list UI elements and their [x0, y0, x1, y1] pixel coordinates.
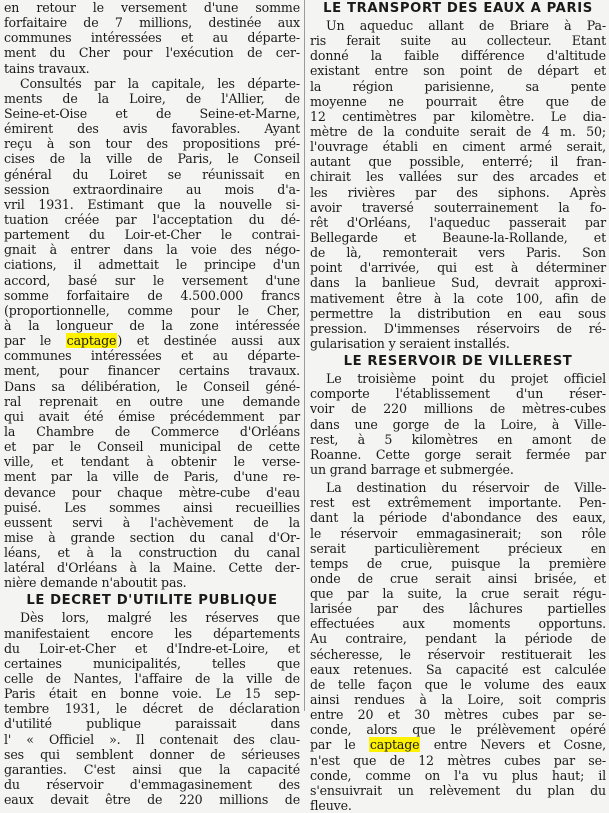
- highlighted-word: captage: [369, 737, 420, 753]
- text-line: Le troisième point du projet officiel: [326, 371, 606, 387]
- text-line: eussent servi à l'achèvement de la: [4, 514, 300, 530]
- text-line: celle de Nantes, l'affaire de la ville de: [4, 671, 300, 687]
- text-line-highlighted: [4, 333, 300, 348]
- text-line: reçu à son tour des propositions pré-: [4, 136, 300, 152]
- text-line: qui avait été émise précédemment par: [4, 408, 300, 424]
- text-line: chirait les vallées sur des arcades et: [310, 169, 606, 185]
- text-line: entre 20 et 30 mètres cubes par se-: [310, 707, 606, 723]
- text-line: eaux devait être de 220 millions de: [4, 792, 300, 808]
- text-line: Paris était en bonne voie. Le 15 sep-: [4, 686, 300, 702]
- text-line: le réservoir emmagasinerait; son rôle: [310, 525, 606, 541]
- text-line: mise à grande section du canal d'Or-: [4, 529, 300, 545]
- text-line: serait particulièrement précieux en: [310, 540, 606, 556]
- text-line: session extraordinaire au mois d'a-: [4, 181, 300, 197]
- text-line: rest est extrêmement importante. Pen-: [310, 495, 606, 511]
- text-line: forfaitaire de 7 millions, destinée aux: [4, 15, 300, 31]
- text-line: Consultés par la capitale, les départe-: [20, 75, 300, 91]
- text-line: rest, à 5 kilomètres en amont de: [310, 431, 606, 447]
- text-line: la région parisienne, sa pente: [310, 78, 606, 94]
- text-line: cises de la ville de Paris, le Conseil: [4, 151, 300, 167]
- text-line: émirent des avis favorables. Ayant: [4, 121, 300, 137]
- right-column: [310, 0, 606, 813]
- text-line: mativement être à la cote 100, afin de: [310, 290, 606, 306]
- text-line: onde de crue serait ainsi brisée, et: [310, 570, 606, 586]
- line-text-before: par le: [310, 737, 369, 753]
- highlighted-word: captage: [66, 333, 117, 349]
- paragraph: [310, 480, 606, 737]
- text-line: garanties. C'est ainsi que la capacité: [4, 761, 300, 777]
- text-line: latéral d'Orléans à la Maine. Cette der-: [4, 560, 300, 576]
- line-text-after: entre Nevers et Cosne,: [420, 737, 606, 753]
- text-line: existant entre son point de départ et: [310, 63, 606, 79]
- text-line: manifestaient encore les départements: [4, 625, 300, 641]
- text-line: (proportionnelle, comme pour le Cher,: [4, 302, 300, 318]
- text-line: ment par la ville de Paris, d'une re-: [4, 469, 300, 485]
- text-line: ment du Cher pour l'exécution de cer-: [4, 45, 300, 61]
- text-line: vril 1931. Estimant que la nouvelle si-: [4, 196, 300, 212]
- text-line: puisé. Les sommes ainsi recueillies: [4, 499, 300, 515]
- paragraph: [4, 0, 300, 76]
- text-line: ris ferait suite au collecteur. Etant: [310, 33, 606, 49]
- text-line: communes intéressées et au départe-: [4, 30, 300, 46]
- text-line: permettre la distribution en eau sous: [310, 305, 606, 321]
- text-line: eaux retenues. Sa capacité est calculée: [310, 661, 606, 677]
- text-line: ses qui semblent donner de sérieuses: [4, 746, 300, 762]
- line-text-before: par le: [4, 333, 66, 349]
- text-line: accord, basé sur le versement d'une: [4, 272, 300, 288]
- text-line: comporte l'établissement d'un réser-: [310, 386, 606, 402]
- text-line: sécheresse, le réservoir restituerait les: [310, 646, 606, 662]
- text-line: de telle façon que le volume des eaux: [310, 676, 606, 692]
- text-line: la Chambre de Commerce d'Orléans: [4, 423, 300, 439]
- column-divider: [304, 0, 305, 711]
- text-line: gularisation y seraient installés.: [310, 335, 510, 351]
- text-line: dans une gorge de la Loire, à Ville-: [310, 416, 606, 432]
- text-line: d'utilité publique paraissait dans: [4, 716, 300, 732]
- text-line: somme forfaitaire de 4.500.000 francs: [4, 287, 300, 303]
- text-line: voir de 220 millions de mètres-cubes: [310, 401, 606, 417]
- text-line: ments de la Loire, de l'Allier, de: [4, 90, 300, 106]
- text-line: certaines municipalités, telles que: [4, 655, 300, 671]
- text-line: tains travaux.: [4, 60, 90, 76]
- text-line: et par le Conseil municipal de cette: [4, 439, 300, 455]
- section-heading: LE DECRET D'UTILITE PUBLIQUE: [26, 593, 278, 609]
- text-line: larisée par des lâchures partielles: [310, 601, 606, 617]
- text-line: général du Loiret se réunissait en: [4, 166, 300, 182]
- text-line: rêt d'Orléans, l'aqueduc passerait par: [310, 214, 606, 230]
- text-line: dans la banlieue Sud, devrait approxi-: [310, 275, 606, 291]
- text-line: mètre de la conduite serait de 4 m. 50;: [310, 123, 606, 139]
- text-line: ville, et tendant à obtenir le verse-: [4, 454, 300, 470]
- text-line: 12 centimètres par kilomètre. Le dia-: [310, 108, 606, 124]
- text-line: l' « Officiel ». Il contenait des clau-: [4, 731, 300, 747]
- text-line: en retour le versement d'une somme: [4, 0, 300, 15]
- text-line: communes intéressées et au départe-: [4, 348, 300, 364]
- text-line: La destination du réservoir de Ville-: [326, 480, 606, 496]
- text-line: devance pour chaque mètre-cube d'eau: [4, 484, 300, 500]
- text-line: léans, et à la construction du canal: [4, 545, 300, 561]
- line-text-after: ) et destinée aussi aux: [117, 333, 300, 349]
- text-line-highlighted: [310, 737, 606, 752]
- text-line: moyenne ne pourrait être que de: [310, 93, 606, 109]
- text-line: ral reprenait en outre une demande: [4, 393, 300, 409]
- text-line: Au contraire, pendant la période de: [310, 631, 606, 647]
- text-line: Bellegarde et Beaune-la-Rollande, et: [310, 229, 606, 245]
- text-line: point d'arrivée, qui est à déterminer: [310, 260, 606, 276]
- text-line: Dans sa délibération, le Conseil géné-: [4, 378, 300, 394]
- text-line: les rivières par des siphons. Après: [310, 184, 606, 200]
- text-line: conde, comme on l'a vu plus haut; il: [310, 767, 606, 783]
- text-line: dant la période d'abondance des eaux,: [310, 510, 606, 526]
- text-line: ainsi rendues à la Loire, soit compris: [310, 692, 606, 708]
- text-line: ment, pour financer certains travaux.: [4, 363, 300, 379]
- text-line: temps de crue, puisque la première: [310, 555, 606, 571]
- paragraph: [310, 18, 606, 351]
- text-line: à la longueur de la zone intéressée: [4, 317, 300, 333]
- text-line: Dès lors, malgré les réserves que: [20, 610, 300, 626]
- text-line: Roanne. Cette gorge serait fermée par: [310, 446, 606, 462]
- text-line: avoir traversé souterrainement la fo-: [310, 199, 606, 215]
- text-line: partement du Loir-et-Cher le contrai-: [4, 227, 300, 243]
- text-line: s'ensuivrait un relèvement du plan du: [310, 782, 606, 798]
- text-line: l'ouvrage établi en ciment armé serait,: [310, 139, 606, 155]
- text-line: n'est que de 12 mètres cubes par se-: [310, 752, 606, 768]
- text-line: autant que possible, enterré; il fran-: [310, 154, 606, 170]
- section-heading: LE RESERVOIR DE VILLEREST: [343, 354, 573, 370]
- paragraph: [4, 348, 300, 590]
- text-line: donné la faible différence d'altitude: [310, 48, 606, 64]
- paragraph: [4, 610, 300, 807]
- text-line: de là, remonterait vers Paris. Son: [310, 245, 606, 261]
- paragraph: [310, 371, 606, 477]
- text-line: tembre 1931, le décret de déclaration: [4, 701, 300, 717]
- text-line: effectuées aux moments opportuns.: [310, 616, 606, 632]
- section-heading: LE TRANSPORT DES EAUX A PARIS: [323, 1, 593, 16]
- text-line: du Loir-et-Cher et d'Indre-et-Loire, et: [4, 640, 300, 656]
- text-line: fleuve.: [310, 798, 352, 813]
- text-line: Seine-et-Oise et de Seine-et-Marne,: [4, 105, 300, 121]
- text-line: nière demande n'aboutit pas.: [4, 575, 187, 591]
- text-line: un grand barrage et submergée.: [310, 461, 514, 477]
- text-line: gnait à entrer dans la voie des négo-: [4, 242, 300, 258]
- text-line: conde, alors que le prélèvement opéré: [310, 722, 606, 738]
- text-line: du réservoir d'emmagasinement des: [4, 777, 300, 793]
- text-line: tuation créée par l'acceptation du dé-: [4, 211, 300, 227]
- paragraph: [310, 753, 606, 813]
- text-line: ciations, il admettait le principe d'un: [4, 257, 300, 273]
- text-line: pression. D'immenses réservoirs de ré-: [310, 320, 606, 336]
- text-line: Un aqueduc allant de Briare à Pa-: [326, 18, 606, 33]
- left-column: [4, 0, 300, 808]
- text-line: que par la suite, la crue serait régu-: [310, 586, 606, 602]
- paragraph: [4, 76, 300, 333]
